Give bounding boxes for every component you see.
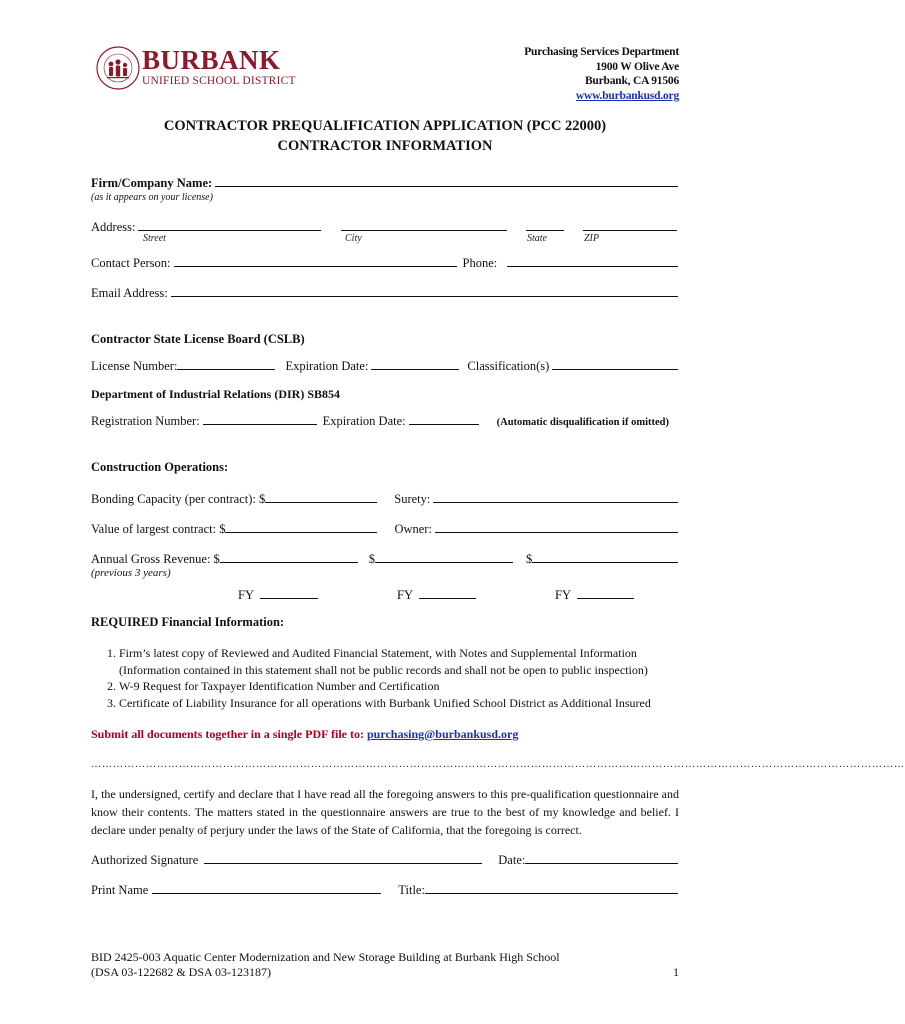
dir-expiration-field[interactable] [409, 412, 479, 425]
email-row [91, 284, 678, 301]
print-name-field[interactable] [152, 881, 381, 894]
print-row [91, 881, 678, 898]
classification-label: Classification(s) [467, 359, 550, 373]
largest-contract-field[interactable] [225, 520, 377, 533]
revenue-row [91, 550, 678, 567]
financial-item-3: 3. Certificate of Liability Insurance for all operations with Burbank Unified School District as Additional Insured [119, 695, 691, 712]
cslb-heading: Contractor State License Board (CSLB) [91, 332, 305, 346]
page-subtitle: CONTRACTOR INFORMATION [277, 138, 493, 154]
fy-1 [238, 586, 318, 603]
financial-item-2: 2. W-9 Request for Taxpayer Identification Number and Certification [119, 678, 691, 695]
revenue-field-3[interactable] [532, 550, 678, 563]
email-label: Email Address: [91, 286, 168, 300]
bonding-label: Bonding Capacity (per contract): $ [91, 492, 266, 506]
firm-field[interactable] [215, 174, 678, 187]
department-address [524, 45, 679, 103]
street-field[interactable] [138, 218, 321, 231]
signature-row [91, 851, 678, 868]
signature-label: Authorized Signature [91, 853, 199, 867]
website-link[interactable]: www.burbankusd.org [575, 89, 679, 102]
state-caption: State [527, 233, 547, 244]
revenue-field-1[interactable] [220, 550, 358, 563]
contact-label: Contact Person: [91, 256, 171, 270]
certification-text: I, the undersigned, certify and declare that I have read all the foregoing answers to this pre-qualification questionnaire and know their contents. The matters stated in the questionnaire answers are true to the best of my knowledge and belief. I declare under penalty of perjury under the laws of the State of California, that the foregoing is correct. [91, 787, 679, 837]
financial-item-1-note: (Information contained in this statement shall not be public records and shall not be open to public inspection) [119, 662, 648, 677]
fy-field-3[interactable] [577, 586, 634, 599]
fy-2 [397, 586, 476, 603]
financial-list [91, 645, 691, 711]
revenue-label: Annual Gross Revenue: $ [91, 552, 220, 566]
fy-label-2: FY [397, 588, 413, 602]
title-label: Title: [398, 883, 425, 897]
registration-label: Registration Number: [91, 414, 200, 428]
cslb-row [91, 357, 678, 374]
dollar-sign-3: $ [526, 552, 533, 566]
dept-city: Burbank, CA 91506 [584, 75, 679, 87]
contact-field[interactable] [174, 254, 457, 267]
dir-expiration-label: Expiration Date: [322, 414, 406, 428]
owner-field[interactable] [435, 520, 678, 533]
state-field[interactable] [526, 218, 564, 231]
operations-heading: Construction Operations: [91, 460, 229, 474]
dollar-sign-2: $ [368, 552, 376, 566]
footer-bid: BID 2425-003 Aquatic Center Modernization and New Storage Building at Burbank High School [91, 950, 560, 964]
phone-field[interactable] [507, 254, 678, 267]
footer [91, 950, 681, 980]
firm-label: Firm/Company Name: [91, 176, 213, 190]
firm-row [91, 174, 678, 191]
surety-label: Surety: [394, 492, 431, 506]
submit-email-link[interactable]: purchasing@burbankusd.org [367, 727, 519, 741]
license-label: License Number: [91, 359, 178, 373]
fy-label-1: FY [238, 588, 254, 602]
cslb-expiration-label: Expiration Date: [285, 359, 369, 373]
zip-field[interactable] [583, 218, 677, 231]
city-field[interactable] [341, 218, 507, 231]
financial-item-1 [119, 645, 691, 678]
zip-caption: ZIP [584, 233, 599, 244]
email-field[interactable] [171, 284, 678, 297]
revenue-note: (previous 3 years) [91, 567, 171, 579]
firm-note: (as it appears on your license) [91, 192, 213, 203]
dept-street: 1900 W Olive Ave [595, 60, 679, 73]
logo-subtitle: UNIFIED SCHOOL DISTRICT [142, 75, 296, 87]
footer-dsa: (DSA 03-122682 & DSA 03-123187) [91, 965, 272, 979]
dir-heading: Department of Industrial Relations (DIR) SB854 [91, 387, 340, 401]
dir-row [91, 412, 678, 429]
print-name-label: Print Name [91, 883, 149, 897]
disqualification-warning: (Automatic disqualification if omitted) [496, 417, 670, 428]
logo-title: BURBANK [142, 45, 281, 75]
largest-contract-label: Value of largest contract: $ [91, 522, 226, 536]
classification-field[interactable] [552, 357, 678, 370]
fy-label-3: FY [555, 588, 571, 602]
fy-field-1[interactable] [260, 586, 318, 599]
financial-item-1-text: Firm’s latest copy of Reviewed and Audited Financial Statement, with Notes and Supplemental Information [119, 646, 637, 660]
dotted-divider: …………………………………………………………………………………………………………………………………………………………………………………………………… [91, 759, 905, 770]
surety-field[interactable] [433, 490, 678, 503]
title-field[interactable] [425, 881, 678, 894]
signature-field[interactable] [204, 851, 482, 864]
date-field[interactable] [525, 851, 678, 864]
registration-field[interactable] [203, 412, 317, 425]
revenue-field-2[interactable] [375, 550, 513, 563]
dept-name: Purchasing Services Department [524, 46, 679, 58]
largest-contract-row [91, 520, 678, 537]
submit-text: Submit all documents together in a single PDF file to: [91, 727, 364, 741]
submit-instruction [91, 727, 518, 742]
contact-row [91, 254, 678, 271]
cslb-expiration-field[interactable] [371, 357, 459, 370]
license-field[interactable] [177, 357, 275, 370]
bonding-field[interactable] [265, 490, 377, 503]
bonding-row [91, 490, 678, 507]
district-logo [94, 44, 296, 94]
financial-heading: REQUIRED Financial Information: [91, 615, 285, 629]
owner-label: Owner: [394, 522, 432, 536]
page-title: CONTRACTOR PREQUALIFICATION APPLICATION (PCC 22000) [163, 118, 607, 134]
fy-3 [555, 586, 634, 603]
city-caption: City [345, 233, 362, 244]
street-caption: Street [143, 233, 166, 244]
page-number: 1 [673, 965, 679, 979]
date-label: Date: [498, 853, 526, 867]
address-label: Address: [91, 220, 136, 234]
fy-field-2[interactable] [419, 586, 476, 599]
phone-label: Phone: [462, 256, 498, 270]
